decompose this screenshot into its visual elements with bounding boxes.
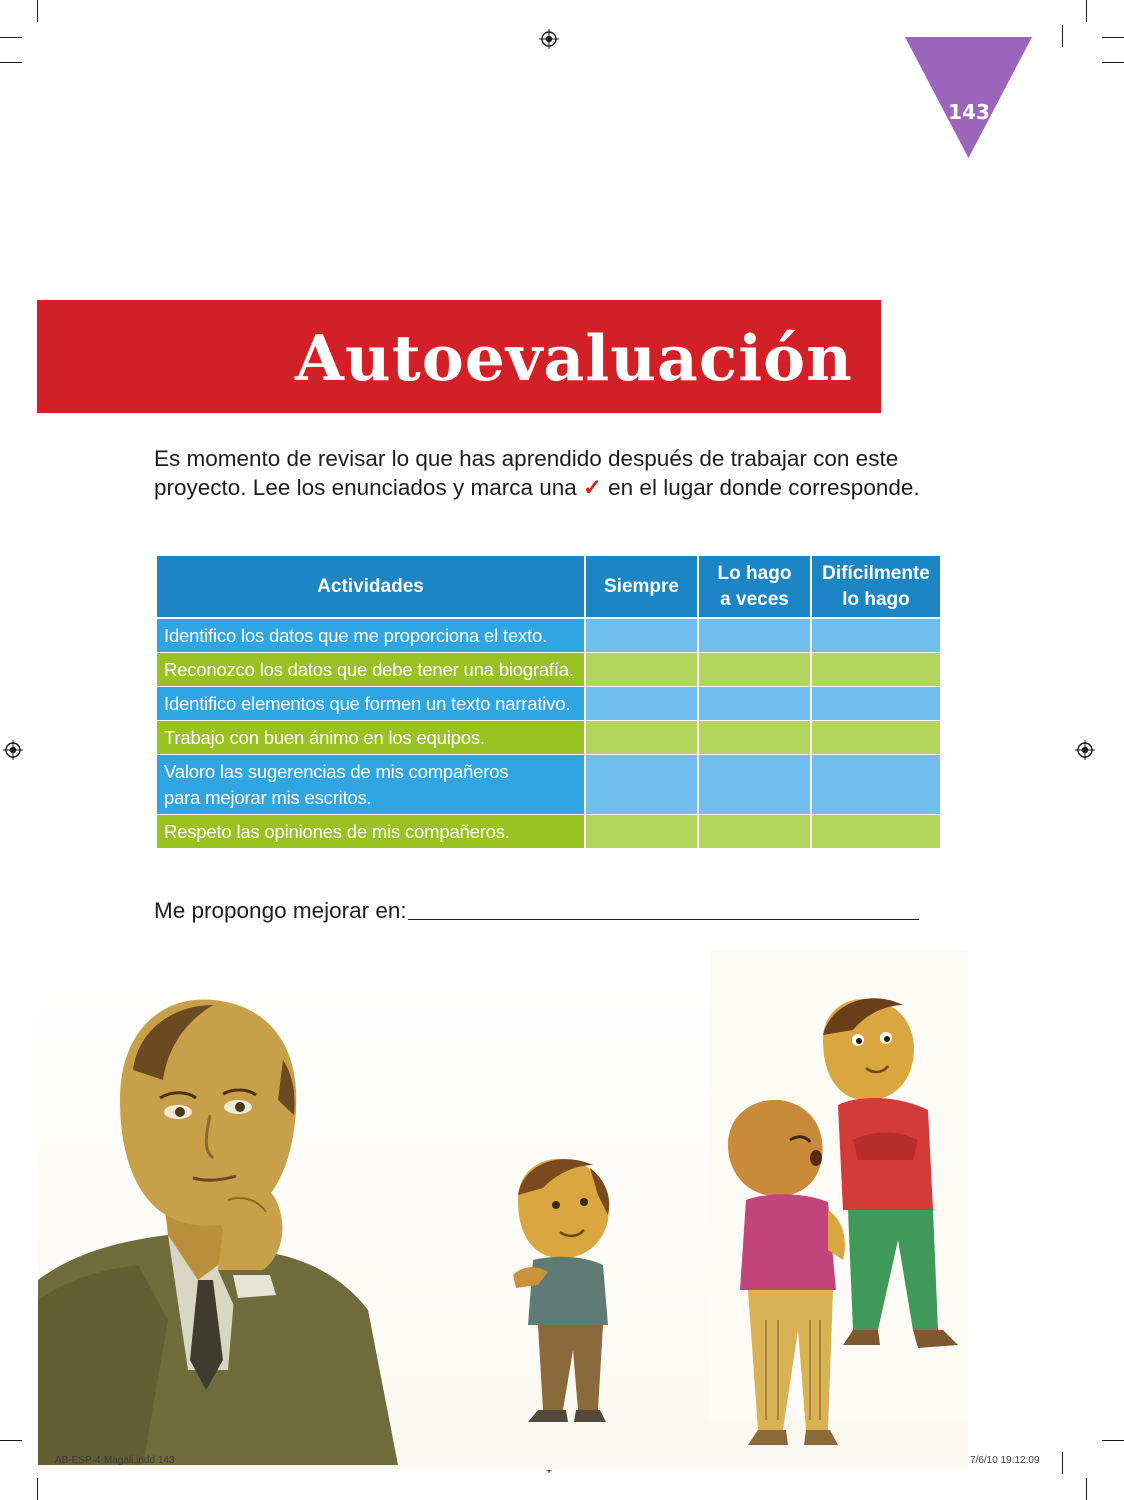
crop-mark <box>37 0 38 22</box>
crop-mark <box>1102 37 1124 38</box>
check-cell-siempre[interactable] <box>586 755 699 815</box>
activity-cell: Identifico los datos que me proporciona el texto. <box>157 619 586 653</box>
table-row <box>157 687 940 721</box>
table-row <box>157 815 940 849</box>
check-cell-a-veces[interactable] <box>699 755 812 815</box>
activity-cell: Reconozco los datos que debe tener una biografía. <box>157 653 586 687</box>
crop-mark <box>0 1440 22 1441</box>
check-cell-a-veces[interactable] <box>699 687 812 721</box>
page-number-triangle <box>905 37 1032 158</box>
header-siempre: Siempre <box>586 556 699 619</box>
activity-cell: Valoro las sugerencias de mis compañeros para mejorar mis escritos. <box>157 755 586 815</box>
page-number: 143 <box>948 100 990 124</box>
table-row <box>157 619 940 653</box>
intro-paragraph <box>154 444 944 502</box>
registration-mark-icon <box>1075 740 1095 760</box>
activity-cell: Trabajo con buen ánimo en los equipos. <box>157 721 586 755</box>
header-dificilmente: Difícilmente lo hago <box>812 556 940 619</box>
check-cell-a-veces[interactable] <box>699 721 812 755</box>
table-header-row <box>157 556 940 619</box>
header-actividades: Actividades <box>157 556 586 619</box>
self-evaluation-table <box>157 556 940 849</box>
check-cell-dificilmente[interactable] <box>812 755 940 815</box>
check-cell-a-veces[interactable] <box>699 653 812 687</box>
crop-mark <box>1102 1440 1124 1441</box>
check-cell-siempre[interactable] <box>586 815 699 849</box>
registration-mark-icon <box>3 740 23 760</box>
illustration-thinking-man-and-children-icon <box>38 950 968 1470</box>
improve-label: Me propongo mejorar en: <box>154 898 407 923</box>
crop-mark <box>37 1478 38 1500</box>
improve-answer-line[interactable] <box>408 919 919 920</box>
check-cell-siempre[interactable] <box>586 653 699 687</box>
table-row <box>157 721 940 755</box>
intro-text-after: en el lugar donde corresponde. <box>608 475 920 500</box>
check-cell-dificilmente[interactable] <box>812 653 940 687</box>
table-row <box>157 653 940 687</box>
crop-mark <box>1102 62 1124 63</box>
check-cell-siempre[interactable] <box>586 687 699 721</box>
crop-mark <box>1062 1452 1063 1474</box>
footer-slug-left: AB-ESP-4-Magali.indd 143 <box>55 1455 175 1466</box>
crop-mark <box>1086 0 1087 22</box>
page-title: Autoevaluación <box>295 321 853 395</box>
crop-mark <box>0 37 22 38</box>
check-cell-dificilmente[interactable] <box>812 687 940 721</box>
registration-mark-icon <box>539 29 559 49</box>
footer-slug-right: 7/6/10 19:12:09 <box>970 1455 1040 1466</box>
check-cell-dificilmente[interactable] <box>812 619 940 653</box>
activity-cell: Respeto las opiniones de mis compañeros. <box>157 815 586 849</box>
crop-mark <box>1086 1478 1087 1500</box>
check-mark-icon: ✓ <box>583 475 602 500</box>
crop-mark <box>1062 25 1063 47</box>
crop-mark <box>0 62 22 63</box>
check-cell-a-veces[interactable] <box>699 619 812 653</box>
header-a-veces: Lo hago a veces <box>699 556 812 619</box>
table-row <box>157 755 940 815</box>
intro-text-before: Es momento de revisar lo que has aprendido después de trabajar con este proyecto. Lee los enunciados y marca una <box>154 446 899 500</box>
check-cell-siempre[interactable] <box>586 721 699 755</box>
check-cell-siempre[interactable] <box>586 619 699 653</box>
check-cell-dificilmente[interactable] <box>812 721 940 755</box>
check-cell-dificilmente[interactable] <box>812 815 940 849</box>
check-cell-a-veces[interactable] <box>699 815 812 849</box>
activity-cell: Identifico elementos que formen un texto narrativo. <box>157 687 586 721</box>
